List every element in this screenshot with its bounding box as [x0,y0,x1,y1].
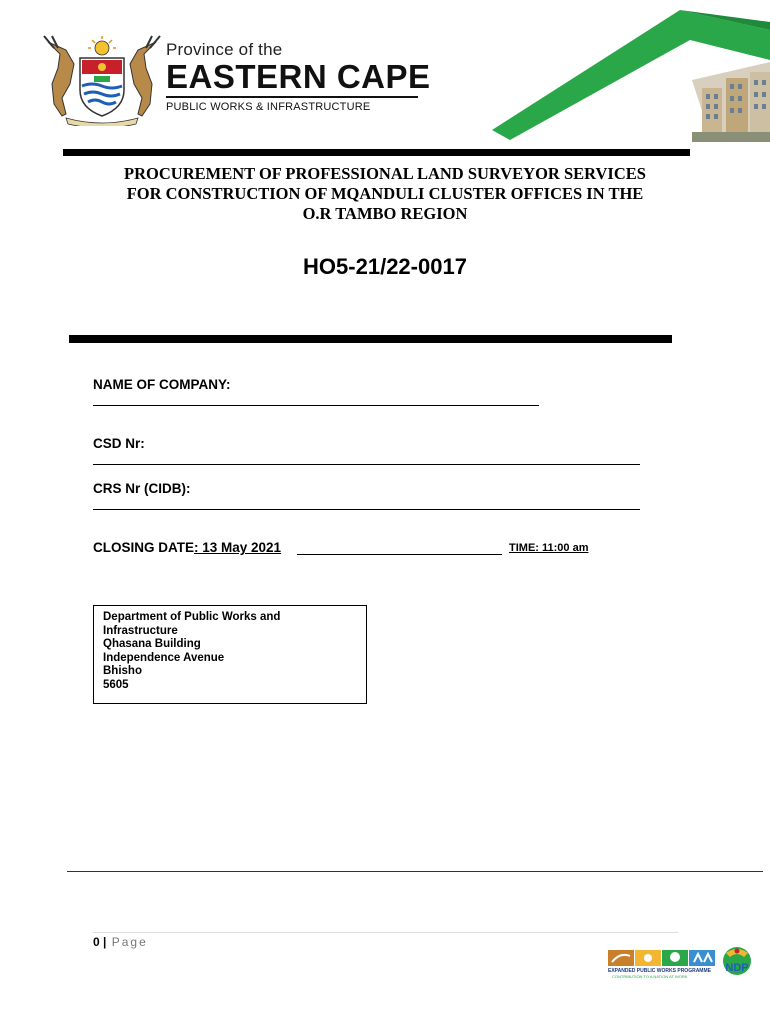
address-line: Department of Public Works and [103,611,281,623]
address-line: Bhisho [103,665,142,678]
page-word: Page [111,935,148,949]
epwp-slogan: CONTRIBUTION TO A NATION AT WORK [612,974,688,979]
ndp-label: NDP [725,962,749,974]
document-title [60,164,710,224]
closing-date-value: : 13 May 2021 [194,540,282,555]
page-separator: | [99,935,110,949]
province-line: Province of the [166,40,283,59]
tender-number: HO5-21/22-0017 [303,254,467,279]
closing-time: TIME: 11:00 am [509,542,589,554]
logo-divider [166,96,418,98]
epwp-logo-icon [608,948,718,980]
company-name-line[interactable] [93,405,539,406]
crs-number-line[interactable] [93,509,640,510]
csd-number-label: CSD Nr: [93,436,145,451]
footer-divider [67,871,763,872]
delivery-address-box [93,605,367,704]
header-bar [63,149,690,156]
page-number [93,935,148,949]
building-photo-icon [480,0,770,150]
page-number-value: 0 [93,935,100,949]
epwp-title: EXPANDED PUBLIC WORKS PROGRAMME [608,968,711,974]
department-logo-text [166,40,431,113]
company-name-label: NAME OF COMPANY: [93,377,231,392]
address-line: 5605 [103,678,129,691]
address-line: Qhasana Building [103,638,201,651]
csd-number-line[interactable] [93,464,640,465]
closing-date [93,540,281,555]
closing-date-label: CLOSING DATE [93,540,194,555]
department-name: PUBLIC WORKS & INFRASTRUCTURE [166,101,371,113]
closing-date-underline [297,554,502,555]
ndp-logo-icon [718,945,756,981]
address-line: Infrastructure [103,624,178,637]
section-bar [69,335,672,343]
crs-number-label: CRS Nr (CIDB): [93,481,191,496]
title-line-3: O.R TAMBO REGION [302,204,468,223]
page-footer-rule [93,932,678,933]
title-line-1: PROCUREMENT OF PROFESSIONAL LAND SURVEYOR SERVICES [124,164,646,183]
address-line: Independence Avenue [103,651,225,664]
coat-of-arms-icon [40,34,164,126]
title-line-2: FOR CONSTRUCTION OF MQANDULI CLUSTER OFFICES IN THE [126,184,644,203]
province-name: EASTERN CAPE [166,58,431,95]
